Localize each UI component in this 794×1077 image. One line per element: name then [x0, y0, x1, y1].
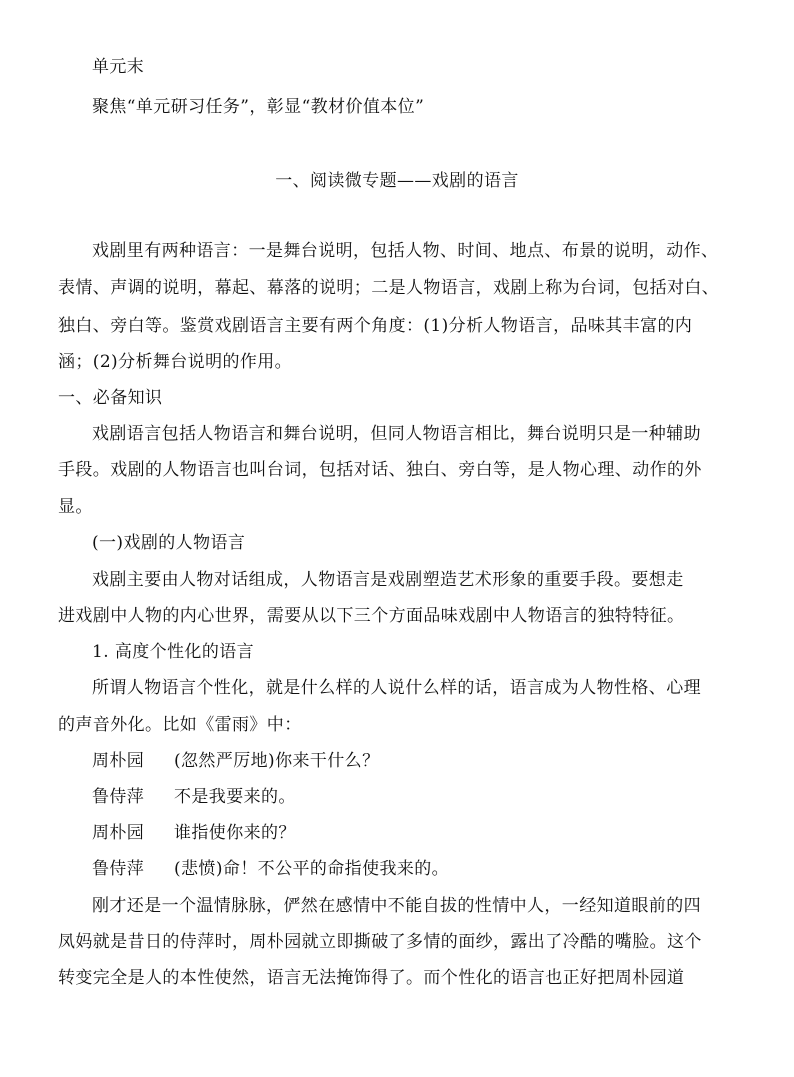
- knowledge-heading: 一、必备知识: [58, 388, 163, 408]
- analysis-line-3: 转变完全是人的本性使然，语言无法掩饰得了。而个性化的语言也正好把周朴园道: [58, 968, 685, 988]
- dialogue-speaker: 鲁侍萍: [92, 787, 145, 807]
- analysis-line-2: 凤妈就是昔日的侍萍时，周朴园就立即撕破了多情的面纱，露出了冷酷的嘴脸。这个: [58, 932, 702, 952]
- dialogue-speaker: 鲁侍萍: [92, 859, 145, 879]
- character-language-line-2: 进戏剧中人物的内心世界，需要从以下三个方面品味戏剧中人物语言的独特特征。: [58, 606, 685, 626]
- analysis-line-1: 刚才还是一个温情脉脉，俨然在感情中不能自拔的性情中人，一经知道眼前的四: [92, 896, 701, 916]
- knowledge-line-3: 显。: [58, 497, 93, 517]
- dialogue-line: [92, 858, 449, 880]
- character-language-heading: (一)戏剧的人物语言: [92, 533, 246, 553]
- knowledge-line-1: 戏剧语言包括人物语言和舞台说明，但同人物语言相比，舞台说明只是一种辅助: [92, 424, 701, 444]
- dialogue-text: (忽然严厉地)你来干什么？: [174, 751, 380, 771]
- intro-line-3: 独白、旁白等。鉴赏戏剧语言主要有两个角度：(1)分析人物语言，品味其丰富的内: [58, 316, 693, 336]
- individualized-line-2: 的声音外化。比如《雷雨》中：: [58, 715, 302, 735]
- intro-line-2: 表情、声调的说明，幕起、幕落的说明；二是人物语言，戏剧上称为台词，包括对白、: [58, 278, 720, 298]
- individualized-heading: 1. 高度个性化的语言: [92, 642, 255, 662]
- character-language-line-1: 戏剧主要由人物对话组成，人物语言是戏剧塑造艺术形象的重要手段。要想走: [92, 570, 684, 590]
- dialogue-text: 不是我要来的。: [174, 787, 296, 807]
- individualized-line-1: 所谓人物语言个性化，就是什么样的人说什么样的话，语言成为人物性格、心理: [92, 678, 701, 698]
- dialogue-text: 谁指使你来的？: [174, 823, 296, 843]
- knowledge-line-2: 手段。戏剧的人物语言也叫台词，包括对话、独白、旁白等，是人物心理、动作的外: [58, 460, 702, 480]
- focus-subtitle: 聚焦“单元研习任务”，彰显“教材价值本位”: [92, 97, 425, 117]
- dialogue-line: [92, 750, 379, 772]
- section-title: 一、阅读微专题——戏剧的语言: [275, 171, 519, 191]
- dialogue-text: (悲愤)命！不公平的命指使我来的。: [174, 859, 450, 879]
- dialogue-line: [92, 822, 296, 844]
- dialogue-speaker: 周朴园: [92, 823, 145, 843]
- unit-end-label: 单元末: [92, 57, 145, 77]
- dialogue-line: [92, 786, 296, 808]
- intro-line-4: 涵；(2)分析舞台说明的作用。: [58, 352, 293, 372]
- intro-line-1: 戏剧里有两种语言：一是舞台说明，包括人物、时间、地点、布景的说明，动作、: [92, 241, 719, 261]
- dialogue-speaker: 周朴园: [92, 751, 145, 771]
